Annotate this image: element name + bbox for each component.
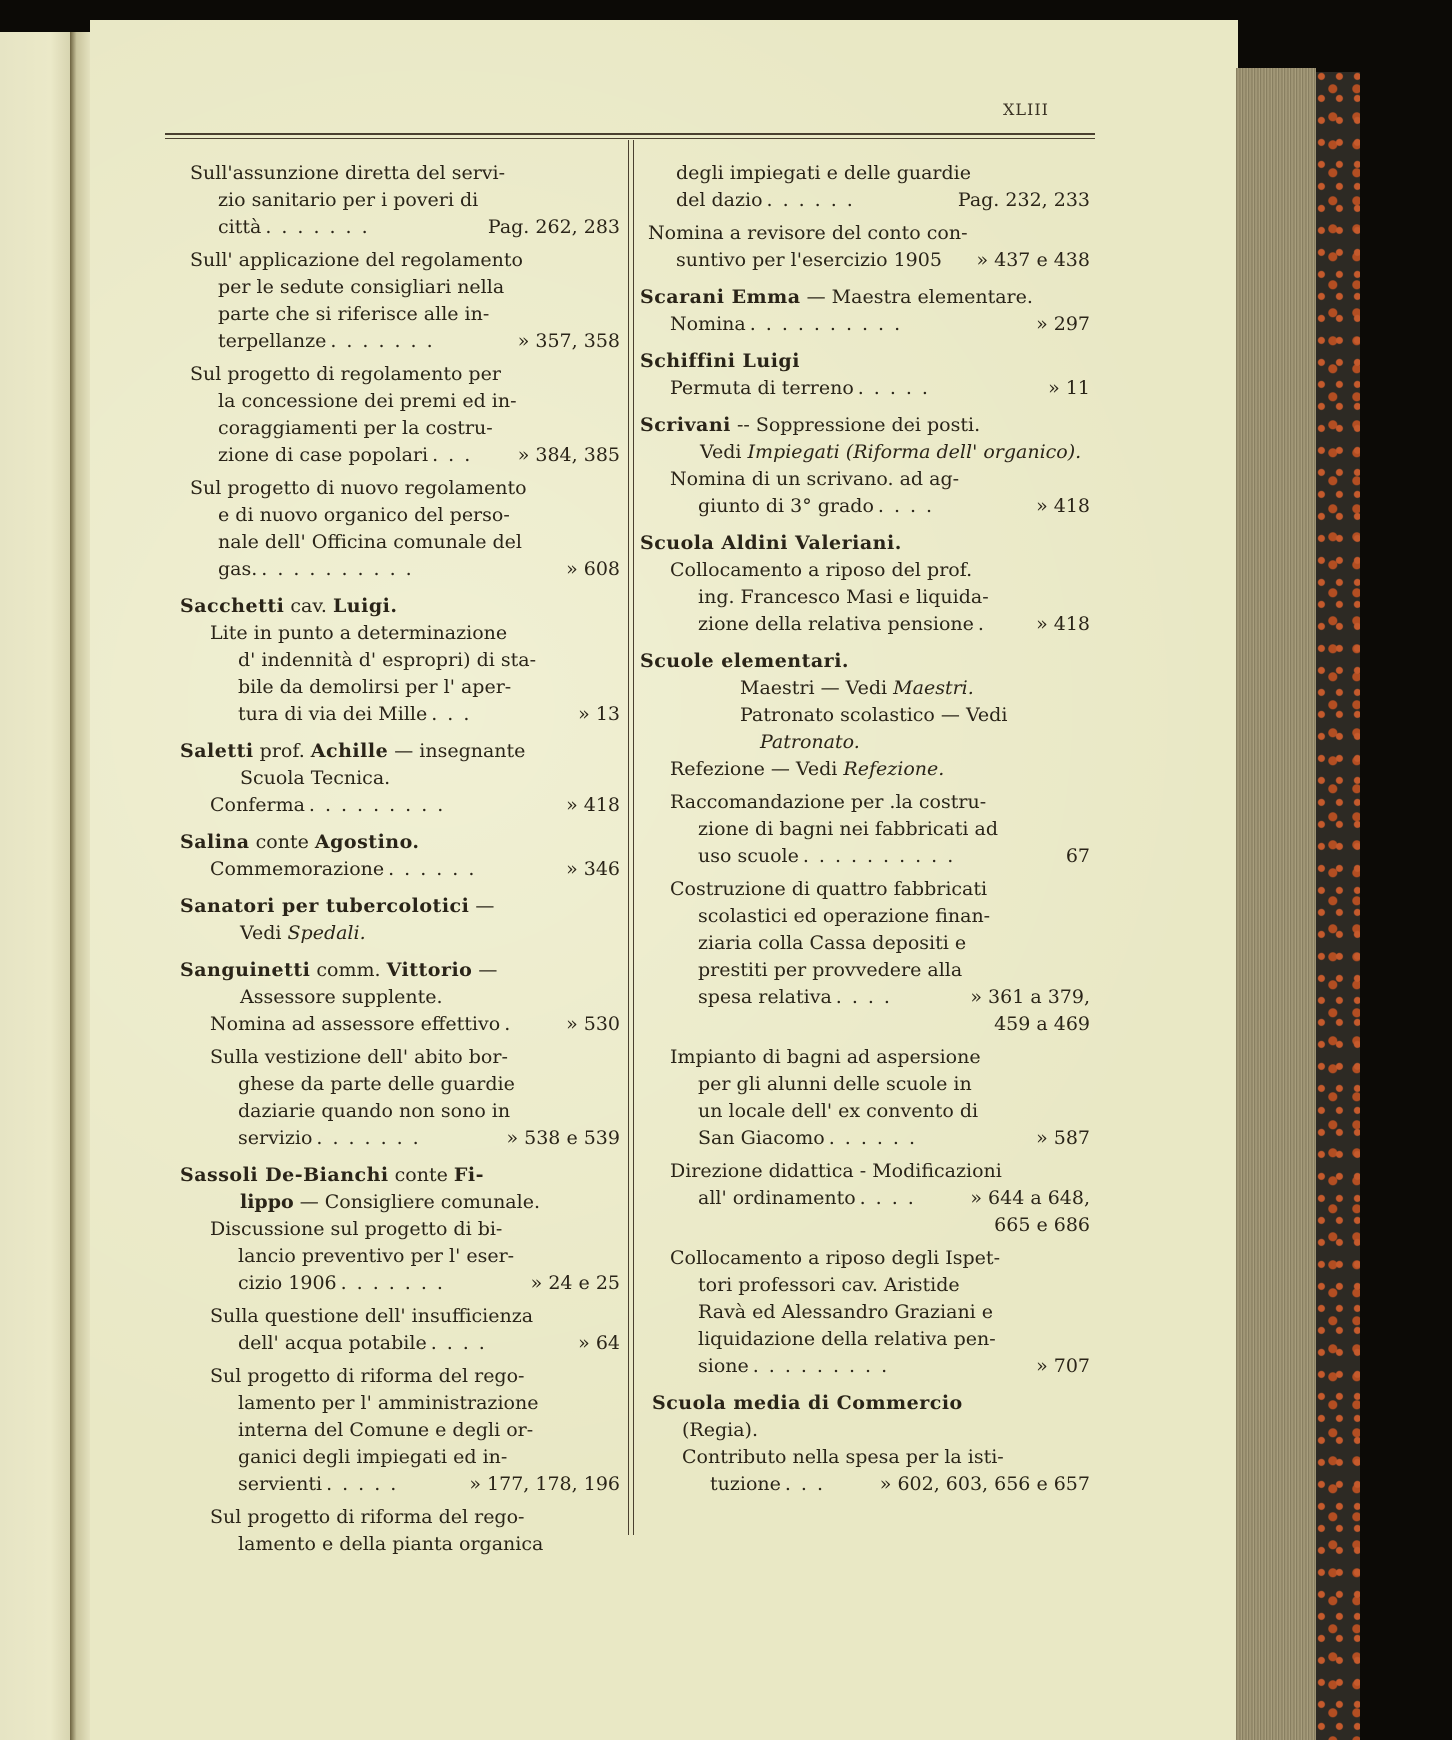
page-ref: » 177, 178, 196	[469, 1473, 620, 1495]
see-reference: Maestri — Vedi Maestri.	[740, 677, 974, 699]
entry-line: Contributo nella spesa per la isti-	[682, 1446, 1004, 1468]
facing-page-edge	[0, 32, 72, 1740]
entry-line: Costruzione di quattro fabbricati	[670, 878, 988, 900]
page-ref: » 361 a 379,	[970, 986, 1090, 1008]
entry-ref-line: cizio 1906 ....... » 24 e 25	[210, 1270, 620, 1297]
entry-heading: Saletti prof. Achille — insegnante	[180, 740, 526, 762]
see-reference: Vedi Impiegati (Riforma dell' organico).	[700, 441, 1082, 463]
sub-entry	[180, 247, 620, 355]
entry-ref-line: città ....... Pag. 262, 283	[190, 214, 620, 241]
see-reference: Vedi Spedali.	[240, 922, 366, 944]
entry-line: d' indennità d' espropri) di sta-	[238, 649, 536, 671]
entry-line: zio sanitario per i poveri di	[218, 189, 479, 211]
page-ref: » 418	[566, 794, 620, 816]
entry-ref-line: giunto di 3° grado .... » 418	[670, 493, 1090, 520]
entry-line: un locale dell' ex convento di	[698, 1100, 979, 1122]
entry-line: liquidazione della relativa pen-	[698, 1328, 996, 1350]
page-ref: » 437 e 438	[976, 249, 1090, 271]
sub-entry	[640, 876, 1090, 1038]
sub-entry	[180, 475, 620, 583]
entry-line: ziaria colla Cassa depositi e	[698, 932, 967, 954]
entry-heading: Sanatori per tubercolotici —	[180, 895, 495, 917]
entry-line: zione di bagni nei fabbricati ad	[698, 818, 998, 840]
page-ref: » 644 a 648,	[970, 1187, 1090, 1209]
sub-entry	[640, 160, 1090, 214]
entry-heading: Scrivani -- Soppressione dei posti.	[640, 414, 981, 436]
index-entry-scuole-elementari	[640, 648, 1090, 1380]
entry-ref-line: San Giacomo ...... » 587	[670, 1125, 1090, 1152]
entry-line: lancio preventivo per l' eser-	[238, 1245, 515, 1267]
sub-entry	[640, 789, 1090, 870]
entry-ref-line: terpellanze ....... » 357, 358	[190, 328, 620, 355]
entry-line: Sull' applicazione del regolamento	[190, 249, 523, 271]
entry-line: e di nuovo organico del perso-	[218, 504, 510, 526]
entry-line: ghese da parte delle guardie	[238, 1073, 515, 1095]
entry-line: Sulla vestizione dell' abito bor-	[210, 1046, 508, 1068]
index-entry-sacchetti	[180, 593, 620, 728]
index-entry-salina	[180, 829, 620, 883]
sub-entry	[180, 620, 620, 728]
sub-entry	[640, 756, 1090, 783]
entry-line: Impianto di bagni ad aspersione	[670, 1046, 981, 1068]
entry-line: ganici degli impiegati ed in-	[238, 1446, 508, 1468]
entry-ref-line: Permuta di terreno ..... » 11	[670, 375, 1090, 402]
index-entry-sanguinetti	[180, 957, 620, 1152]
page-ref: » 602, 603, 656 e 657	[879, 1473, 1090, 1495]
entry-line: Nomina a revisore del conto con-	[648, 222, 968, 244]
entry-ref-line: tura di via dei Mille ... » 13	[210, 701, 620, 728]
page-ref: » 608	[566, 558, 620, 580]
sub-entry	[180, 1011, 620, 1038]
page-ref: » 346	[566, 858, 620, 880]
entry-ref-line: dell' acqua potabile .... » 64	[210, 1330, 620, 1357]
entry-line: Direzione didattica - Modificazioni	[670, 1160, 1002, 1182]
entry-line: interna del Comune e degli or-	[238, 1419, 534, 1441]
see-reference-target: Patronato.	[760, 731, 860, 753]
page-ref: » 418	[1036, 495, 1090, 517]
entry-ref-line: zione di case popolari ... » 384, 385	[190, 442, 620, 469]
page-ref: » 418	[1036, 613, 1090, 635]
sub-entry	[640, 557, 1090, 638]
see-reference: Patronato scolastico — Vedi	[740, 704, 1008, 726]
entry-heading: Sassoli De-Bianchi conte Fi-	[180, 1164, 484, 1186]
entry-line: prestiti per provvedere alla	[698, 959, 963, 981]
entry-line: scolastici ed operazione finan-	[698, 905, 991, 927]
entry-heading: Scuola Aldini Valeriani.	[640, 532, 902, 554]
entry-ref-line: Nomina ad assessore effettivo . » 530	[210, 1011, 620, 1038]
sub-entry	[180, 1303, 620, 1357]
entry-line: lamento per l' amministrazione	[238, 1392, 539, 1414]
entry-line: daziarie quando non sono in	[238, 1100, 511, 1122]
left-column	[180, 160, 620, 1568]
sub-entry	[640, 466, 1090, 520]
entry-heading: Scuola media di Commercio	[652, 1392, 963, 1414]
entry-description: lippo — Consigliere comunale.	[240, 1191, 540, 1213]
entry-ref-line: sione ......... » 707	[670, 1353, 1090, 1380]
entry-line: per gli alunni delle scuole in	[698, 1073, 972, 1095]
sub-entry	[180, 1044, 620, 1152]
right-column	[640, 160, 1090, 1508]
sub-entry	[652, 1444, 1090, 1498]
entry-line: Sull'assunzione diretta del servi-	[190, 162, 506, 184]
entry-line: Ravà ed Alessandro Graziani e	[698, 1301, 994, 1323]
page-number-roman: XLIII	[1003, 100, 1049, 119]
page-ref: » 297	[1036, 313, 1090, 335]
book-gutter	[70, 32, 92, 1740]
column-divider	[628, 140, 634, 1535]
entry-line: coraggiamenti per la costru-	[218, 417, 493, 439]
entry-line: bile da demolirsi per l' aper-	[238, 676, 512, 698]
entry-heading: Sanguinetti comm. Vittorio —	[180, 959, 498, 981]
marbled-cover	[1316, 72, 1360, 1740]
entry-line: lamento e della pianta organica	[238, 1533, 544, 1555]
entry-line: Sul progetto di nuovo regolamento	[190, 477, 527, 499]
sub-entry	[180, 1216, 620, 1297]
entry-ref-line: del dazio ...... Pag. 232, 233	[648, 187, 1090, 214]
entry-heading: Salina conte Agostino.	[180, 831, 420, 853]
index-entry-schiffini	[640, 348, 1090, 402]
entry-heading: Scarani Emma — Maestra elementare.	[640, 286, 1033, 308]
sub-entry	[640, 1044, 1090, 1152]
entry-line: Sulla questione dell' insufficienza	[210, 1305, 534, 1327]
sub-entry	[180, 361, 620, 469]
page-ref: 459 a 469	[994, 1013, 1090, 1035]
page-ref: 665 e 686	[994, 1214, 1090, 1236]
entry-line: degli impiegati e delle guardie	[676, 162, 972, 184]
page-ref: » 11	[1048, 377, 1090, 399]
page-block-edges	[1236, 68, 1316, 1740]
header-rule	[165, 133, 1095, 139]
page-ref: » 13	[578, 703, 620, 725]
entry-line: Collocamento a riposo del prof.	[670, 559, 973, 581]
page-ref: » 384, 385	[517, 444, 620, 466]
see-reference: Refezione — Vedi Refezione.	[670, 758, 945, 780]
entry-line: Collocamento a riposo degli Ispet-	[670, 1247, 1000, 1269]
entry-ref-line: spesa relativa .... » 361 a 379,	[670, 984, 1090, 1011]
entry-line: Sul progetto di riforma del rego-	[210, 1365, 525, 1387]
entry-ref-line: all' ordinamento .... » 644 a 648,	[670, 1185, 1090, 1212]
entry-line: la concessione dei premi ed in-	[218, 390, 517, 412]
index-entry-saletti	[180, 738, 620, 819]
page-ref: » 707	[1036, 1355, 1090, 1377]
page-ref: » 24 e 25	[530, 1272, 620, 1294]
entry-line: parte che si riferisce alle in-	[218, 303, 490, 325]
page-ref: 67	[1065, 845, 1090, 867]
entry-heading: Scuole elementari.	[640, 650, 850, 672]
entry-ref-line: Nomina .......... » 297	[670, 311, 1090, 338]
entry-ref-line: Commemorazione ...... » 346	[210, 856, 620, 883]
entry-description: Assessore supplente.	[240, 986, 443, 1008]
entry-ref-line: Conferma ......... » 418	[210, 792, 620, 819]
index-entry-continued	[640, 160, 1090, 274]
entry-line: ing. Francesco Masi e liquida-	[698, 586, 989, 608]
entry-line: Sul progetto di regolamento per	[190, 363, 501, 385]
entry-description: (Regia).	[682, 1419, 758, 1441]
sub-entry	[180, 160, 620, 241]
page-ref: » 538 e 539	[506, 1127, 620, 1149]
sub-entry	[640, 220, 1090, 274]
sub-entry	[640, 375, 1090, 402]
index-entry-continued	[180, 160, 620, 583]
sub-entry	[180, 1363, 620, 1498]
index-entry-sassoli	[180, 1162, 620, 1558]
entry-line: per le sedute consigliari nella	[218, 276, 505, 298]
entry-ref-line: uso scuole .......... 67	[670, 843, 1090, 870]
entry-ref-line: servienti ..... » 177, 178, 196	[210, 1471, 620, 1498]
entry-ref-line: suntivo per l'esercizio 1905 » 437 e 438	[648, 247, 1090, 274]
index-entry-scuola-aldini	[640, 530, 1090, 638]
entry-line: nale dell' Officina comunale del	[218, 531, 522, 553]
sub-entry	[640, 1158, 1090, 1239]
entry-ref-line: zione della relativa pensione . » 418	[670, 611, 1090, 638]
page-ref: » 64	[578, 1332, 620, 1354]
index-entry-scuola-media-commercio	[640, 1390, 1090, 1498]
sub-entry	[640, 311, 1090, 338]
entry-heading: Schiffini Luigi	[640, 350, 800, 372]
page-ref: Pag. 232, 233	[957, 189, 1090, 211]
entry-description: Scuola Tecnica.	[240, 767, 391, 789]
page-ref: » 530	[566, 1013, 620, 1035]
sub-entry	[180, 1504, 620, 1558]
entry-line: Lite in punto a determinazione	[210, 622, 508, 644]
entry-line: Nomina di un scrivano. ad ag-	[670, 468, 960, 490]
page-ref: » 357, 358	[517, 330, 620, 352]
entry-heading: Sacchetti cav. Luigi.	[180, 595, 398, 617]
entry-line: tori professori cav. Aristide	[698, 1274, 960, 1296]
index-entry-scarani	[640, 284, 1090, 338]
page-ref: » 587	[1036, 1127, 1090, 1149]
sub-entry	[180, 792, 620, 819]
index-entry-sanatori	[180, 893, 620, 947]
entry-line: Raccomandazione per .la costru-	[670, 791, 987, 813]
index-entry-scrivani	[640, 412, 1090, 520]
entry-ref-line: servizio ....... » 538 e 539	[210, 1125, 620, 1152]
entry-ref-line: tuzione ... » 602, 603, 656 e 657	[682, 1471, 1090, 1498]
entry-ref-line: gas. .......... » 608	[190, 556, 620, 583]
sub-entry	[180, 856, 620, 883]
page-ref: Pag. 262, 283	[487, 216, 620, 238]
entry-line: Discussione sul progetto di bi-	[210, 1218, 503, 1240]
entry-line: Sul progetto di riforma del rego-	[210, 1506, 525, 1528]
sub-entry	[640, 1245, 1090, 1380]
